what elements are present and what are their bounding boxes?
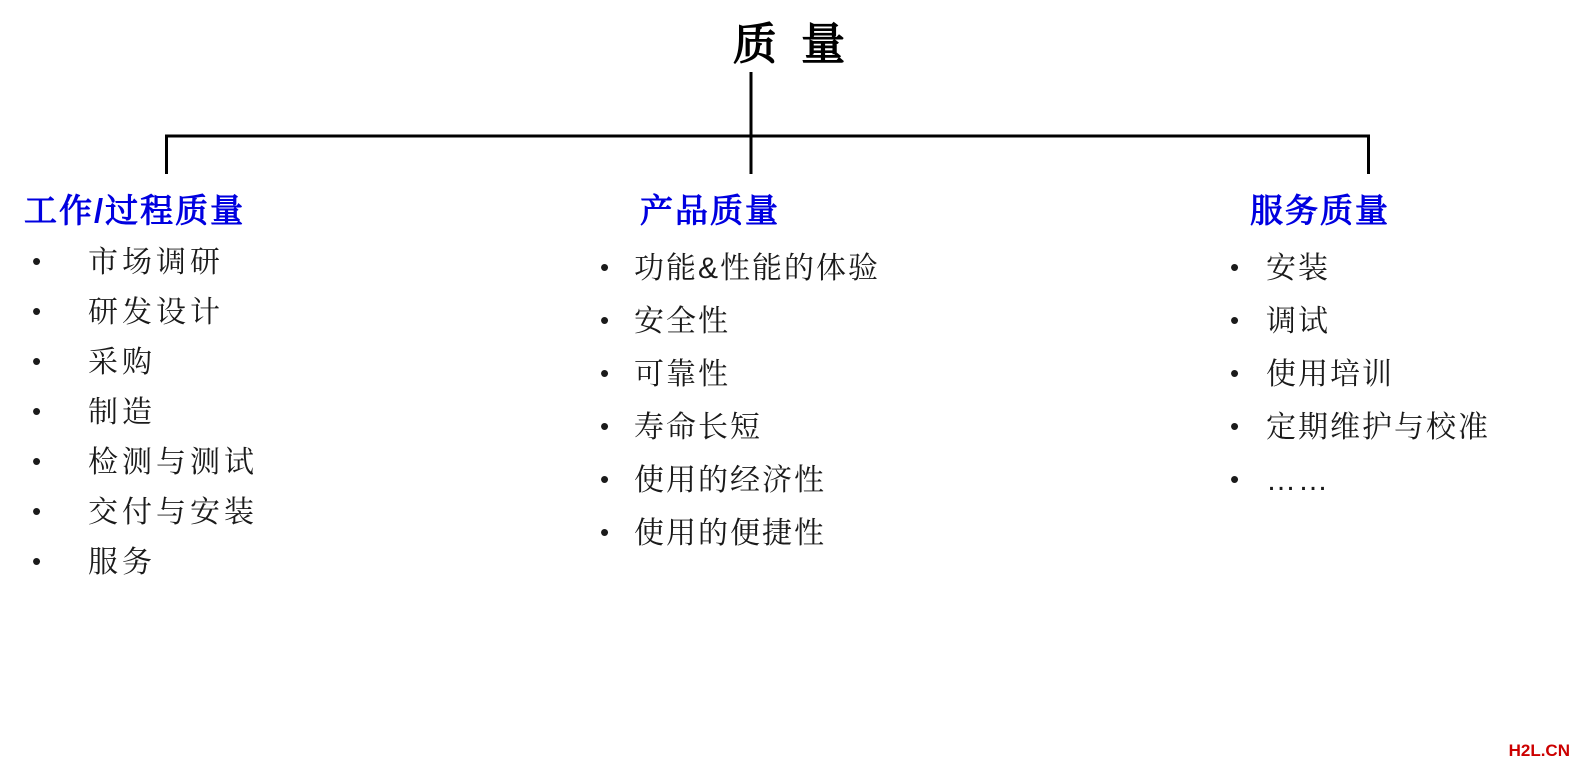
list-item-label: 采购 [88, 346, 156, 379]
list-item-label: 可靠性 [634, 358, 730, 391]
bullet-icon: • [32, 246, 42, 276]
list-item [1230, 307, 1584, 337]
list-item-label: 交付与安装 [88, 496, 258, 529]
list-item-label: 制造 [88, 396, 156, 429]
bullet-icon: • [32, 446, 42, 476]
list-item-label: 使用的经济性 [634, 464, 826, 497]
bullet-icon: • [32, 546, 42, 576]
branch-product-quality [540, 185, 1060, 572]
list-item [24, 498, 540, 528]
list-item [600, 519, 1060, 549]
list-item [600, 307, 1060, 337]
list-item-label: 功能&性能的体验 [634, 252, 881, 285]
bullet-icon: • [1230, 358, 1240, 388]
bullet-icon: • [600, 411, 610, 441]
bullet-icon: • [600, 358, 610, 388]
branch-item-list [1230, 254, 1584, 496]
watermark-label: H2L.CN [1508, 741, 1570, 760]
bullet-icon: • [1230, 305, 1240, 335]
bullet-icon: • [600, 305, 610, 335]
list-item [600, 360, 1060, 390]
list-item-label: 研发设计 [88, 296, 224, 329]
list-item [1230, 466, 1584, 496]
list-item-label: …… [1266, 464, 1330, 497]
bullet-icon: • [32, 496, 42, 526]
branch-heading: 工作/过程质量 [24, 192, 246, 229]
branch-heading: 产品质量 [640, 192, 780, 229]
list-item [24, 448, 540, 478]
diagram-branch-columns [0, 185, 1584, 745]
diagram-root-title: 质 量 [732, 20, 852, 69]
branch-item-list [24, 248, 540, 578]
bullet-icon: • [600, 517, 610, 547]
branch-heading: 服务质量 [1250, 192, 1390, 229]
list-item-label: 使用的便捷性 [634, 517, 826, 550]
bullet-icon: • [32, 396, 42, 426]
bullet-icon: • [600, 252, 610, 282]
branch-work-process-quality [0, 185, 540, 598]
list-item [1230, 360, 1584, 390]
bullet-icon: • [1230, 464, 1240, 494]
list-item-label: 安装 [1266, 252, 1330, 285]
bullet-icon: • [600, 464, 610, 494]
list-item-label: 调试 [1266, 305, 1330, 338]
list-item-label: 检测与测试 [88, 446, 258, 479]
bullet-icon: • [32, 346, 42, 376]
list-item-label: 安全性 [634, 305, 730, 338]
list-item [600, 413, 1060, 443]
list-item [1230, 413, 1584, 443]
list-item [24, 298, 540, 328]
bullet-icon: • [1230, 252, 1240, 282]
bullet-icon: • [32, 296, 42, 326]
list-item [24, 398, 540, 428]
bullet-icon: • [1230, 411, 1240, 441]
list-item-label: 市场调研 [88, 246, 224, 279]
branch-service-quality [1060, 185, 1584, 519]
list-item [1230, 254, 1584, 284]
list-item-label: 使用培训 [1266, 358, 1394, 391]
list-item [24, 548, 540, 578]
list-item-label: 寿命长短 [634, 411, 762, 444]
list-item-label: 定期维护与校准 [1266, 411, 1490, 444]
list-item [24, 248, 540, 278]
list-item-label: 服务 [88, 546, 156, 579]
list-item [24, 348, 540, 378]
branch-item-list [600, 254, 1060, 549]
list-item [600, 466, 1060, 496]
list-item [600, 254, 1060, 284]
